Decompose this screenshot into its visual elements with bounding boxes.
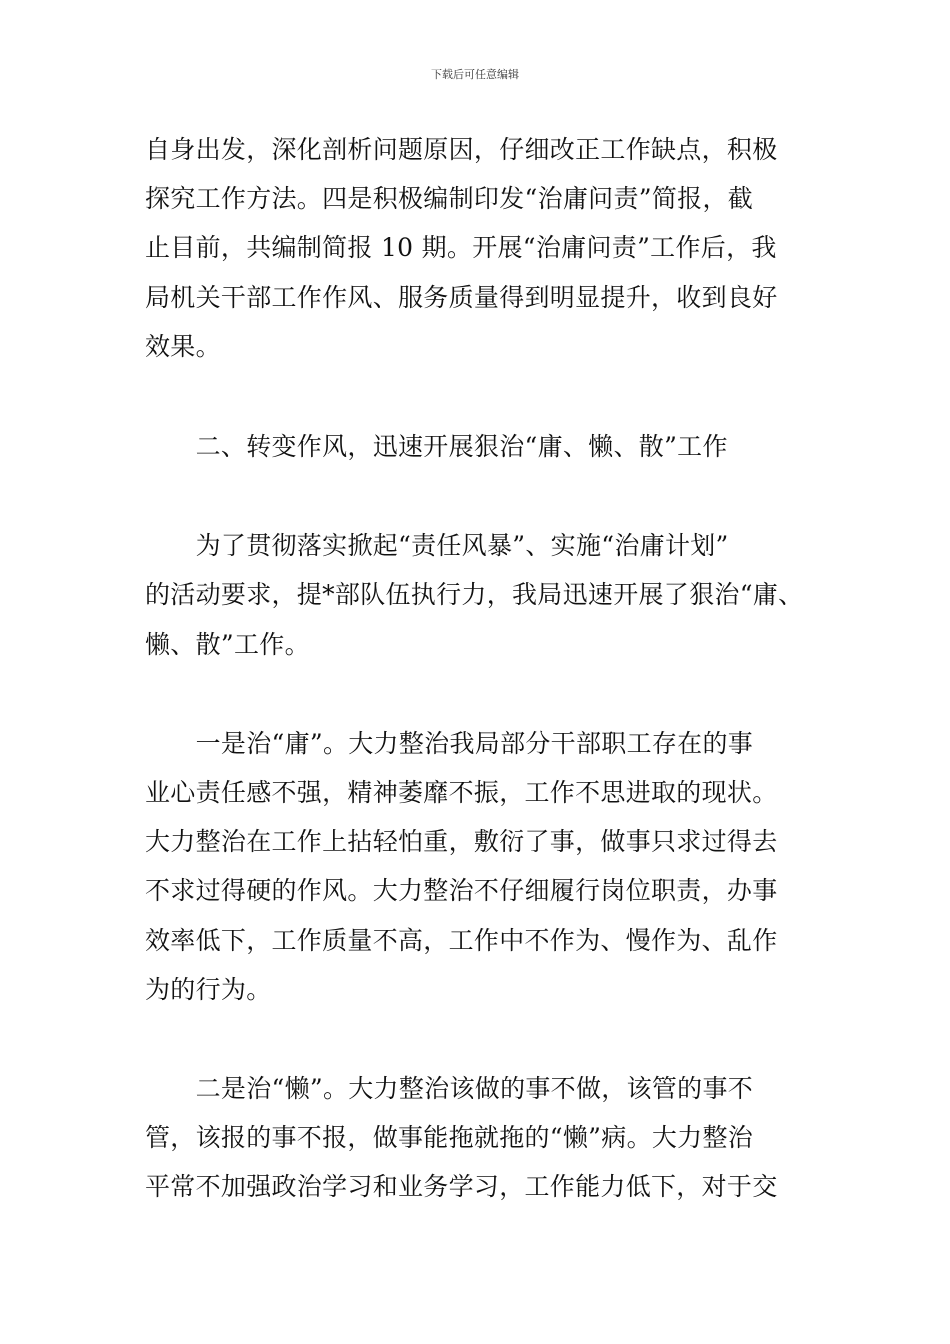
paragraph-3: 一是治“庸”。大力整治我局部分干部职工存在的事 业心责任感不强，精神萎靡不振，工作不思进取的现状。 大力整治在工作上拈轻怕重，敷衍了事，做事只求过得去 不求过得硬的作风。大力整治不仔细履行岗位职责，办事 效率低下，工作质量不高，工作中不作为、慢作为、乱作 为的行为。 <box>145 728 778 1004</box>
section-heading: 二、转变作风，迅速开展狠治“庸、懒、散”工作 <box>145 432 728 462</box>
paragraph-4: 二是治“懒”。大力整治该做的事不做，该管的事不 管，该报的事不报，做事能拖就拖的“懒”病。大力整治 平常不加强政治学习和业务学习，工作能力低下，对于交 <box>145 1074 778 1202</box>
header-note: 下载后可任意编辑 <box>431 68 519 81</box>
document-body <box>145 125 807 1212</box>
paragraph-2: 为了贯彻落实掀起“责任风暴”、实施“治庸计划” 的活动要求，提*部队伍执行力，我局迅速开展了狠治“庸、 懒、散”工作。 <box>145 531 804 659</box>
paragraph-1: 自身出发，深化剖析问题原因，仔细改正工作缺点，积极 探究工作方法。四是积极编制印发“治庸问责”简报，截 止目前，共编制简报 10 期。开展“治庸问责”工作后，我 局机关干部工作作风、服务质量得到明显提升，收到良好 效果。 <box>145 135 778 361</box>
